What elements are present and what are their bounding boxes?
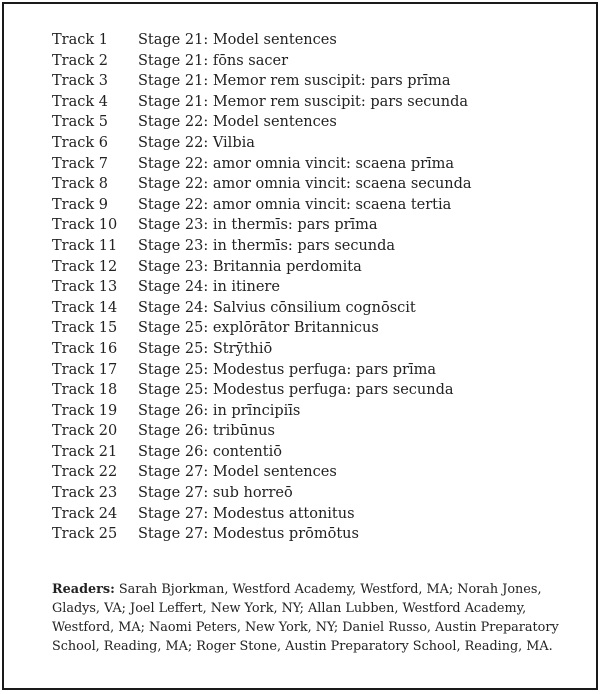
track-number: Track 13 — [52, 279, 118, 296]
track-number: Track 5 — [52, 114, 108, 131]
track-number: Track 12 — [52, 258, 118, 275]
track-title: Stage 25: Strȳthiō — [138, 340, 273, 357]
track-row — [52, 30, 472, 51]
track-number: Track 11 — [52, 237, 118, 254]
track-title: Stage 26: in prīncipiīs — [138, 402, 301, 419]
track-title: Stage 27: Modestus prōmōtus — [138, 526, 359, 543]
track-number: Track 2 — [52, 52, 108, 69]
track-row — [52, 462, 472, 483]
track-title: Stage 22: Model sentences — [138, 114, 337, 131]
track-title: Stage 27: sub horreō — [138, 485, 293, 502]
track-number: Track 21 — [52, 443, 118, 460]
track-row — [52, 195, 472, 216]
track-row — [52, 339, 472, 360]
track-number: Track 4 — [52, 93, 108, 110]
track-title: Stage 21: Model sentences — [138, 32, 337, 48]
track-title: Stage 22: amor omnia vincit: scaena prīma — [138, 155, 455, 172]
track-title: Stage 26: tribūnus — [138, 423, 275, 440]
track-number: Track 18 — [52, 382, 118, 399]
track-number: Track 8 — [52, 176, 108, 193]
track-row — [52, 133, 472, 154]
track-row — [52, 277, 472, 298]
track-number: Track 9 — [52, 196, 108, 213]
track-title: Stage 25: Modestus perfuga: pars prīma — [138, 361, 436, 378]
track-row — [52, 112, 472, 133]
track-row — [52, 442, 472, 463]
track-row — [52, 236, 472, 257]
track-row — [52, 154, 472, 175]
track-number: Track 16 — [52, 340, 118, 357]
readers-credits — [52, 580, 572, 656]
track-number: Track 25 — [52, 526, 118, 543]
track-title: Stage 27: Modestus attonitus — [138, 505, 355, 522]
track-number: Track 6 — [52, 134, 108, 151]
track-row — [52, 401, 472, 422]
track-number: Track 19 — [52, 402, 118, 419]
track-row — [52, 380, 472, 401]
track-title: Stage 22: Vilbia — [138, 134, 255, 151]
track-number: Track 1 — [52, 32, 108, 48]
track-number: Track 3 — [52, 73, 108, 90]
track-title: Stage 25: explōrātor Britannicus — [138, 320, 379, 337]
track-row — [52, 483, 472, 504]
readers-label: Readers: — [52, 582, 115, 597]
track-row — [52, 51, 472, 72]
track-title: Stage 23: in thermīs: pars secunda — [138, 237, 396, 254]
track-title: Stage 25: Modestus perfuga: pars secunda — [138, 382, 454, 399]
track-row — [52, 257, 472, 278]
track-number: Track 14 — [52, 299, 118, 316]
track-row — [52, 298, 472, 319]
track-row — [52, 421, 472, 442]
track-title: Stage 22: amor omnia vincit: scaena secunda — [138, 176, 472, 193]
track-number: Track 10 — [52, 217, 118, 234]
track-number: Track 24 — [52, 505, 118, 522]
track-row — [52, 215, 472, 236]
track-row — [52, 524, 472, 545]
track-list-page — [2, 2, 598, 690]
track-list — [52, 30, 472, 545]
track-title: Stage 27: Model sentences — [138, 464, 337, 481]
track-title: Stage 23: in thermīs: pars prīma — [138, 217, 378, 234]
track-title: Stage 21: Memor rem suscipit: pars prīma — [138, 73, 451, 90]
track-number: Track 22 — [52, 464, 118, 481]
track-title: Stage 22: amor omnia vincit: scaena tertia — [138, 196, 452, 213]
track-title: Stage 21: fōns sacer — [138, 52, 289, 69]
track-number: Track 15 — [52, 320, 118, 337]
track-row — [52, 504, 472, 525]
track-number: Track 7 — [52, 155, 108, 172]
track-title: Stage 26: contentiō — [138, 443, 282, 460]
readers-text: Sarah Bjorkman, Westford Academy, Westford, MA; Norah Jones, Gladys, VA; Joel Leffert, New York, NY; Allan Lubben, Westford Academy, Westford, MA; Naomi Peters, New York, NY; Daniel Russo, Austin Preparatory School, Reading, MA; Roger Stone, Austin Preparatory School, Reading, MA. — [52, 582, 559, 654]
track-title: Stage 24: Salvius cōnsilium cognōscit — [138, 299, 416, 316]
track-title: Stage 23: Britannia perdomita — [138, 258, 362, 275]
track-number: Track 23 — [52, 485, 118, 502]
track-number: Track 20 — [52, 423, 118, 440]
track-row — [52, 71, 472, 92]
track-title: Stage 21: Memor rem suscipit: pars secunda — [138, 93, 469, 110]
track-title: Stage 24: in itinere — [138, 279, 280, 296]
track-number: Track 17 — [52, 361, 118, 378]
track-row — [52, 318, 472, 339]
track-row — [52, 92, 472, 113]
track-row — [52, 360, 472, 381]
track-row — [52, 174, 472, 195]
